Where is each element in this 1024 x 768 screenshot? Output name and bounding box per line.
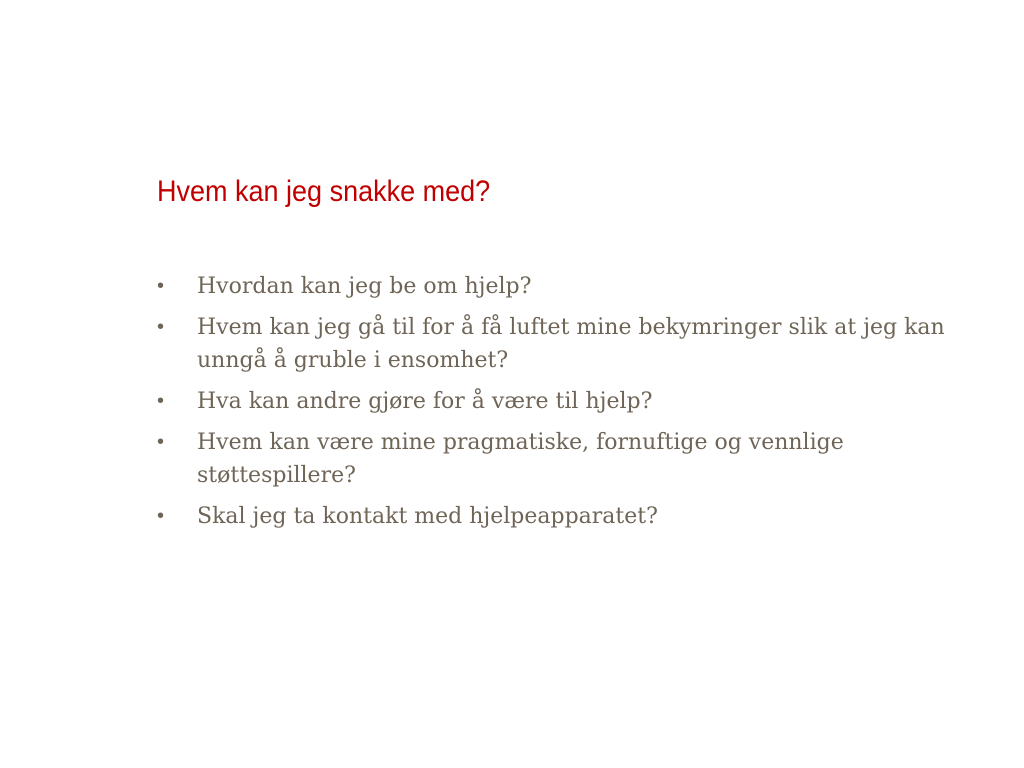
bullet-text: Hvem kan jeg gå til for å få luftet mine bekymringer slik at jeg kan unngå å gruble i ensomhet? <box>197 315 945 373</box>
slide-title: Hvem kan jeg snakke med? <box>157 175 491 208</box>
list-item <box>157 426 987 492</box>
bullet-icon: • <box>157 431 165 453</box>
bullet-icon: • <box>157 316 165 338</box>
bullet-list <box>157 270 987 541</box>
bullet-icon: • <box>157 390 165 412</box>
bullet-text: Hvordan kan jeg be om hjelp? <box>197 274 532 299</box>
bullet-icon: • <box>157 505 165 527</box>
list-item <box>157 270 987 303</box>
bullet-text: Skal jeg ta kontakt med hjelpeapparatet? <box>197 504 658 529</box>
bullet-icon: • <box>157 275 165 297</box>
list-item <box>157 385 987 418</box>
bullet-text: Hva kan andre gjøre for å være til hjelp? <box>197 389 653 414</box>
list-item <box>157 311 987 377</box>
bullet-text: Hvem kan være mine pragmatiske, fornuftige og vennlige støttespillere? <box>197 430 844 488</box>
list-item <box>157 500 987 533</box>
